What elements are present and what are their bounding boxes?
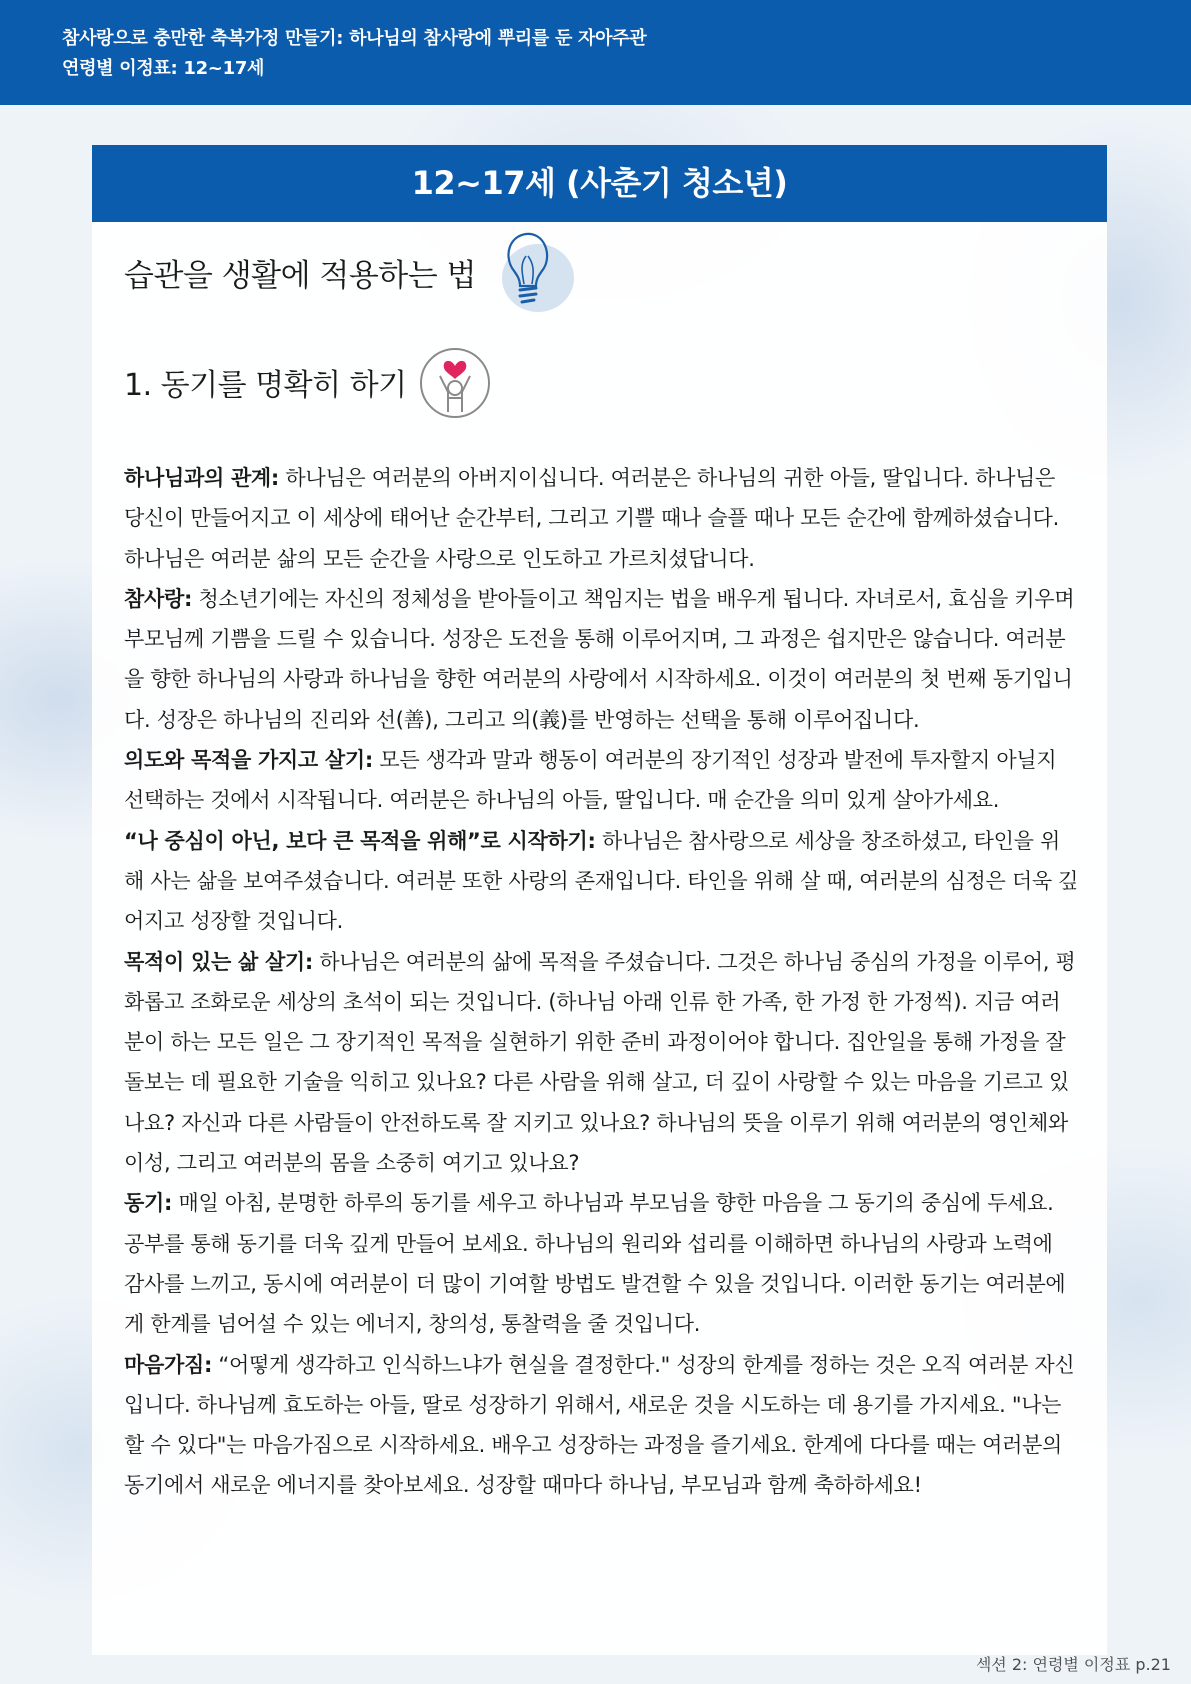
paragraph-text: 모든 생각과 말과 행동이 여러분의 장기적인 성장과 발전에 투자할지 아닐지 선택하는 것에서 시작됩니다. 여러분은 하나님의 아들, 딸입니다. 매 순간을 의미 있게 살아가세요. xyxy=(124,748,1057,813)
paragraph-motivation xyxy=(124,1183,1079,1344)
body-text xyxy=(124,458,1079,1506)
paragraph-mindset xyxy=(124,1345,1079,1506)
paragraph-true-love xyxy=(124,579,1079,740)
person-heart-icon xyxy=(418,346,492,420)
paragraph-label: 참사랑: xyxy=(124,586,193,611)
header-title: 참사랑으로 충만한 축복가정 만들기: 하나님의 참사랑에 뿌리를 둔 자아주관 xyxy=(62,28,647,49)
paragraph-label: 목적이 있는 삶 살기: xyxy=(124,949,314,974)
paragraph-label: “나 중심이 아닌, 보다 큰 목적을 위해”로 시작하기: xyxy=(124,828,596,853)
paragraph-purposeful-life xyxy=(124,942,1079,1184)
subsection-heading: 1. 동기를 명확히 하기 xyxy=(124,368,407,403)
paragraph-label: 의도와 목적을 가지고 살기: xyxy=(124,748,373,773)
paragraph-relationship xyxy=(124,458,1079,579)
page-title: 12~17세 (사춘기 청소년) xyxy=(92,145,1107,222)
section-heading: 습관을 생활에 적용하는 법 xyxy=(124,258,476,294)
paragraph-text: 매일 아침, 분명한 하루의 동기를 세우고 하나님과 부모님을 향한 마음을 그 동기의 중심에 두세요. 공부를 통해 동기를 더욱 깊게 만들어 보세요. 하나님의 원리와 섭리를 이해하면 하나님의 사랑과 노력에 감사를 느끼고, 동시에 여러분이 더 많이 기여할 방법도 발견할 수 있을 것입니다. 이러한 동기는 여러분에게 한계를 넘어설 수 있는 에너지, 창의성, 통찰력을 줄 것입니다. xyxy=(124,1191,1066,1337)
paragraph-text: 하나님은 참사랑으로 세상을 창조하셨고, 타인을 위해 사는 삶을 보여주셨습니다. 여러분 또한 사랑의 존재입니다. 타인을 위해 살 때, 여러분의 심정은 더욱 깊어지고 성장할 것입니다. xyxy=(124,828,1079,934)
paragraph-text: 하나님은 여러분의 아버지이십니다. 여러분은 하나님의 귀한 아들, 딸입니다. 하나님은 당신이 만들어지고 이 세상에 태어난 순간부터, 그리고 기쁠 때나 슬플 때나 모든 순간에 함께하셨습니다. 하나님은 여러분 삶의 모든 순간을 사랑으로 인도하고 가르치셨답니다. xyxy=(124,466,1060,571)
page-footer: 섹션 2: 연령별 이정표 p.21 xyxy=(975,1655,1171,1674)
paragraph-greater-purpose xyxy=(124,821,1079,942)
paragraph-label: 동기: xyxy=(124,1191,173,1216)
paragraph-label: 하나님과의 관계: xyxy=(124,466,280,490)
paragraph-text: 청소년기에는 자신의 정체성을 받아들이고 책임지는 법을 배우게 됩니다. 자녀로서, 효심을 키우며 부모님께 기쁨을 드릴 수 있습니다. 성장은 도전을 통해 이루어지며, 그 과정은 쉽지만은 않습니다. 여러분을 향한 하나님의 사랑과 하나님을 향한 여러분의 사랑에서 시작하세요. 이것이 여러분의 첫 번째 동기입니다. 성장은 하나님의 진리와 선(善), 그리고 의(義)를 반영하는 선택을 통해 이루어집니다. xyxy=(124,586,1075,732)
paragraph-label: 마음가짐: xyxy=(124,1352,213,1377)
page-header xyxy=(0,0,1191,105)
header-subtitle: 연령별 이정표: 12~17세 xyxy=(62,58,265,79)
lightbulb-icon xyxy=(496,226,576,326)
paragraph-intention xyxy=(124,740,1079,821)
paragraph-text: “어떻게 생각하고 인식하느냐가 현실을 결정한다." 성장의 한계를 정하는 것은 오직 여러분 자신입니다. 하나님께 효도하는 아들, 딸로 성장하기 위해서, 새로운 것을 시도하는 데 용기를 가지세요. "나는 할 수 있다"는 마음가짐으로 시작하세요. 배우고 성장하는 과정을 즐기세요. 한계에 다다를 때는 여러분의 동기에서 새로운 에너지를 찾아보세요. 성장할 때마다 하나님, 부모님과 함께 축하하세요! xyxy=(124,1352,1075,1498)
paragraph-text: 하나님은 여러분의 삶에 목적을 주셨습니다. 그것은 하나님 중심의 가정을 이루어, 평화롭고 조화로운 세상의 초석이 되는 것입니다. (하나님 아래 인류 한 가족, 한 가정 한 가정씩). 지금 여러분이 하는 모든 일은 그 장기적인 목적을 실현하기 위한 준비 과정이어야 합니다. 집안일을 통해 가정을 잘 돌보는 데 필요한 기술을 익히고 있나요? 다른 사람을 위해 살고, 더 깊이 사랑할 수 있는 마음을 기르고 있나요? 자신과 다른 사람들이 안전하도록 잘 지키고 있나요? 하나님의 뜻을 이루기 위해 여러분의 영인체와 이성, 그리고 여러분의 몸을 소중히 여기고 있나요? xyxy=(124,949,1076,1176)
